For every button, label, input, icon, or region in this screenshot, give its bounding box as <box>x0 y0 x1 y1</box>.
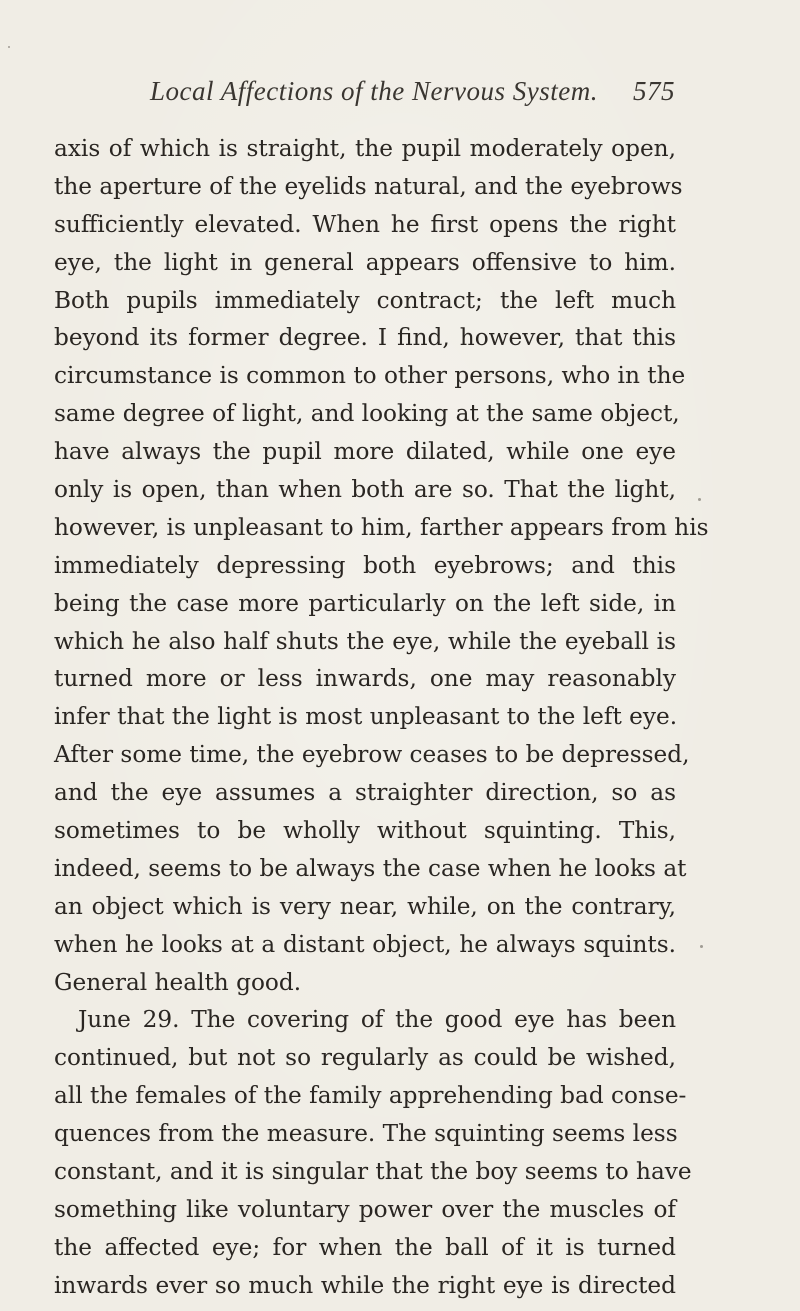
text-line: being the case more particularly on the left side, in <box>54 589 676 617</box>
text-line: which he also half shuts the eye, while the eyeball is <box>54 627 676 655</box>
text-line: only is open, than when both are so. That the light, <box>54 476 676 504</box>
text-line: constant, and it is singular that the boy seems to have <box>54 1158 692 1186</box>
text-line: the aperture of the eyelids natural, and the eyebrows <box>54 172 683 200</box>
text-line-paragraph-start: June 29. The covering of the good eye has been <box>78 1006 676 1034</box>
paper-speck <box>8 46 10 48</box>
text-line: eye, the light in general appears offensive to him. <box>54 248 676 276</box>
page-number: 575 <box>633 76 675 106</box>
text-line: indeed, seems to be always the case when he looks at <box>54 854 687 882</box>
paper-speck <box>698 498 701 501</box>
text-line: Both pupils immediately contract; the left much <box>54 286 676 314</box>
text-line: have always the pupil more dilated, while one eye <box>54 438 676 466</box>
text-line: axis of which is straight, the pupil moderately open, <box>54 135 676 162</box>
text-line: immediately depressing both eyebrows; and this <box>54 551 676 579</box>
text-line: the affected eye; for when the ball of it is turned <box>54 1233 676 1261</box>
text-line: same degree of light, and looking at the same object, <box>54 400 680 428</box>
text-line: infer that the light is most unpleasant to the left eye. <box>54 703 678 731</box>
body-text <box>54 130 709 1305</box>
running-title: Local Affections of the Nervous System. <box>150 76 598 106</box>
paper-speck <box>700 945 703 948</box>
text-line: beyond its former degree. I find, however, that this <box>54 324 676 352</box>
text-line: something like voluntary power over the muscles of <box>54 1195 676 1223</box>
text-line: continued, but not so regularly as could be wished, <box>54 1044 676 1072</box>
running-head <box>150 70 675 110</box>
text-line: when he looks at a distant object, he always squints. <box>54 930 676 958</box>
text-line: an object which is very near, while, on the contrary, <box>54 892 676 920</box>
text-line: sometimes to be wholly without squinting. This, <box>54 817 676 845</box>
text-line: quences from the measure. The squinting seems less <box>54 1120 678 1148</box>
text-line: all the females of the family apprehending bad conse- <box>54 1082 687 1110</box>
text-line: inwards ever so much while the right eye is directed <box>54 1271 676 1299</box>
text-line: however, is unpleasant to him, farther appears from his <box>54 513 709 541</box>
text-line: circumstance is common to other persons, who in the <box>54 362 686 390</box>
text-line: sufficiently elevated. When he first opens the right <box>54 210 676 238</box>
text-line: and the eye assumes a straighter direction, so as <box>54 779 676 807</box>
text-line-paragraph-end: General health good. <box>54 968 302 996</box>
text-line: turned more or less inwards, one may reasonably <box>54 665 676 693</box>
text-line: After some time, the eyebrow ceases to be depressed, <box>54 741 690 769</box>
